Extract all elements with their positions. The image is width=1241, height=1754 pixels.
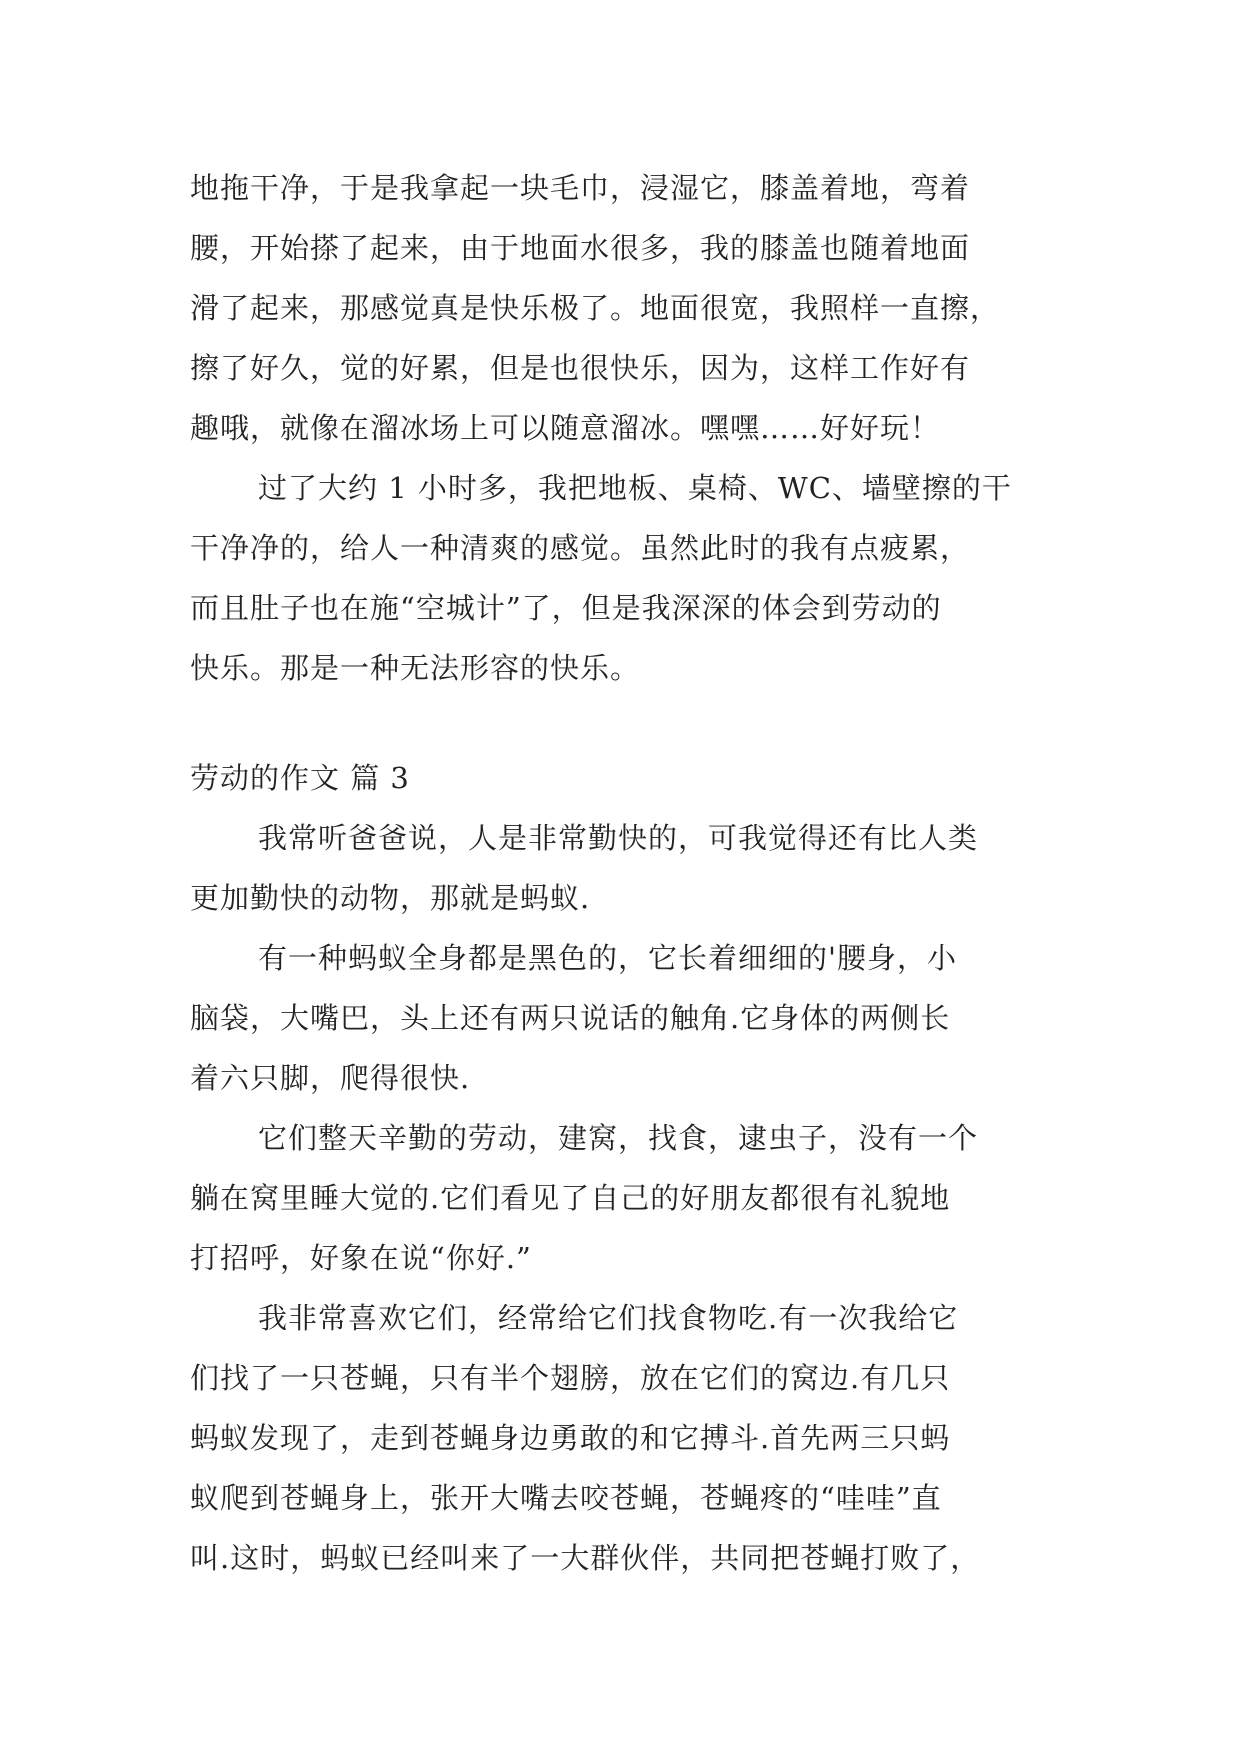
text-line: 更加勤快的动物，那就是蚂蚁.	[190, 881, 591, 915]
text-line: 干净净的，给人一种清爽的感觉。虽然此时的我有点疲累，	[190, 531, 971, 565]
text-line: 打招呼，好象在说“你好.”	[190, 1241, 532, 1275]
text-line: 我常听爸爸说，人是非常勤快的，可我觉得还有比人类	[258, 821, 979, 855]
section-heading: 劳动的作文 篇 3	[190, 761, 410, 795]
text-line: 过了大约 1 小时多，我把地板、桌椅、WC、墙壁擦的干	[258, 471, 1012, 505]
text-line: 我非常喜欢它们，经常给它们找食物吃.有一次我给它	[258, 1301, 959, 1335]
text-line: 滑了起来，那感觉真是快乐极了。地面很宽，我照样一直擦，	[190, 291, 1001, 325]
paragraph-4	[190, 928, 1070, 1108]
text-line: 躺在窝里睡大觉的.它们看见了自己的好朋友都很有礼貌地	[190, 1181, 951, 1215]
text-line: 叫.这时，蚂蚁已经叫来了一大群伙伴，共同把苍蝇打败了，	[190, 1541, 981, 1575]
text-line: 们找了一只苍蝇，只有半个翅膀，放在它们的窝边.有几只	[190, 1361, 951, 1395]
section-gap	[190, 698, 1070, 748]
text-line: 而且肚子也在施“空城计”了，但是我深深的体会到劳动的	[190, 591, 942, 625]
document-body	[190, 158, 1070, 1588]
text-line: 脑袋，大嘴巴，头上还有两只说话的触角.它身体的两侧长	[190, 1001, 951, 1035]
paragraph-3	[190, 808, 1070, 928]
text-line: 有一种蚂蚁全身都是黑色的，它长着细细的'腰身，小	[258, 941, 957, 975]
text-line: 着六只脚，爬得很快.	[190, 1061, 471, 1095]
text-line: 它们整天辛勤的劳动，建窝，找食，逮虫子，没有一个	[258, 1121, 979, 1155]
text-line: 快乐。那是一种无法形容的快乐。	[190, 651, 641, 685]
paragraph-6	[190, 1288, 1070, 1588]
text-line: 擦了好久，觉的好累，但是也很快乐，因为，这样工作好有	[190, 351, 971, 385]
text-line: 蚁爬到苍蝇身上，张开大嘴去咬苍蝇，苍蝇疼的“哇哇”直	[190, 1481, 942, 1515]
paragraph-5	[190, 1108, 1070, 1288]
paragraph-continuation	[190, 158, 1070, 458]
text-line: 地拖干净，于是我拿起一块毛巾，浸湿它，膝盖着地，弯着	[190, 171, 971, 205]
text-line: 趣哦，就像在溜冰场上可以随意溜冰。嘿嘿……好好玩！	[190, 411, 941, 445]
paragraph-2	[190, 458, 1070, 698]
text-line: 蚂蚁发现了，走到苍蝇身边勇敢的和它搏斗.首先两三只蚂	[190, 1421, 951, 1455]
text-line: 腰，开始搽了起来，由于地面水很多，我的膝盖也随着地面	[190, 231, 971, 265]
